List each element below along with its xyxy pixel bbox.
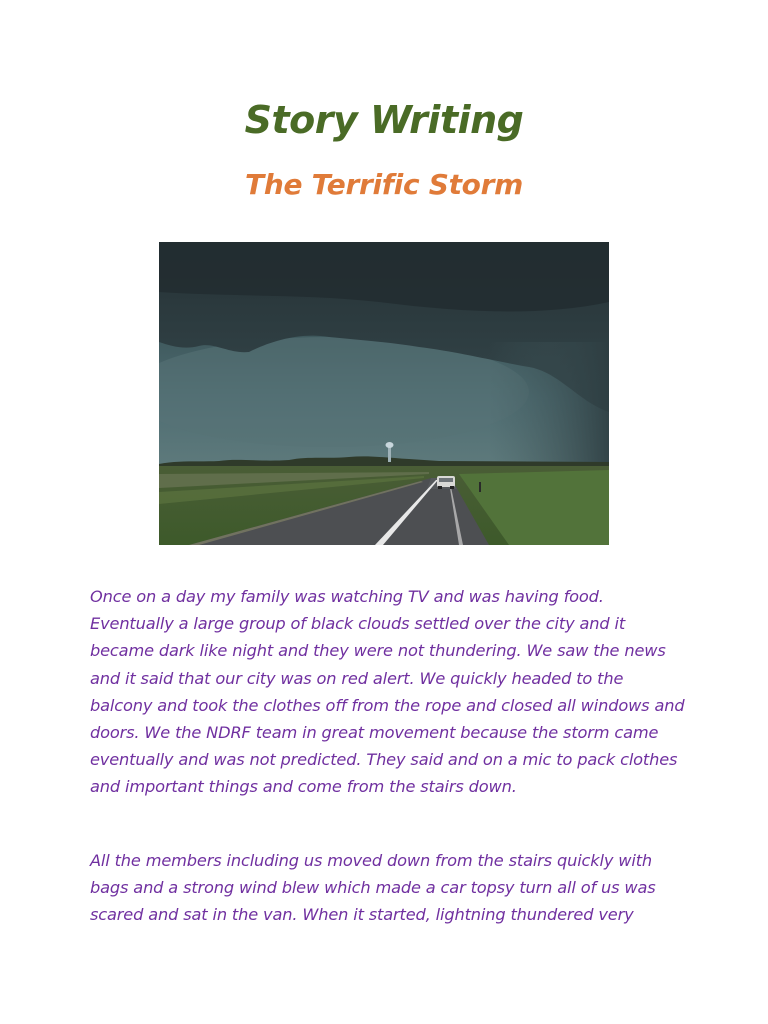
- storm-photo: [159, 242, 609, 545]
- story-paragraph-1: Once on a day my family was watching TV and was having food. Eventually a large group of black clouds settled over the city and it became dark like night and they were not thundering. We saw the news and it said that our city was on red alert. We quickly headed to the balcony and took the clothes off from the rope and closed all windows and doors. We the NDRF team in great movement because the storm came eventually and was not predicted. They said and on a mic to pack clothes and important things and come from the stairs down.: [90, 587, 685, 797]
- story-title: Story Writing: [244, 98, 524, 142]
- story-subtitle: The Terrific Storm: [245, 168, 523, 201]
- story-paragraph-2: All the members including us moved down from the stairs quickly with bags and a strong wind blew which made a car topsy turn all of us was scared and sat in the van. When it started, lightning thundered very: [90, 851, 656, 925]
